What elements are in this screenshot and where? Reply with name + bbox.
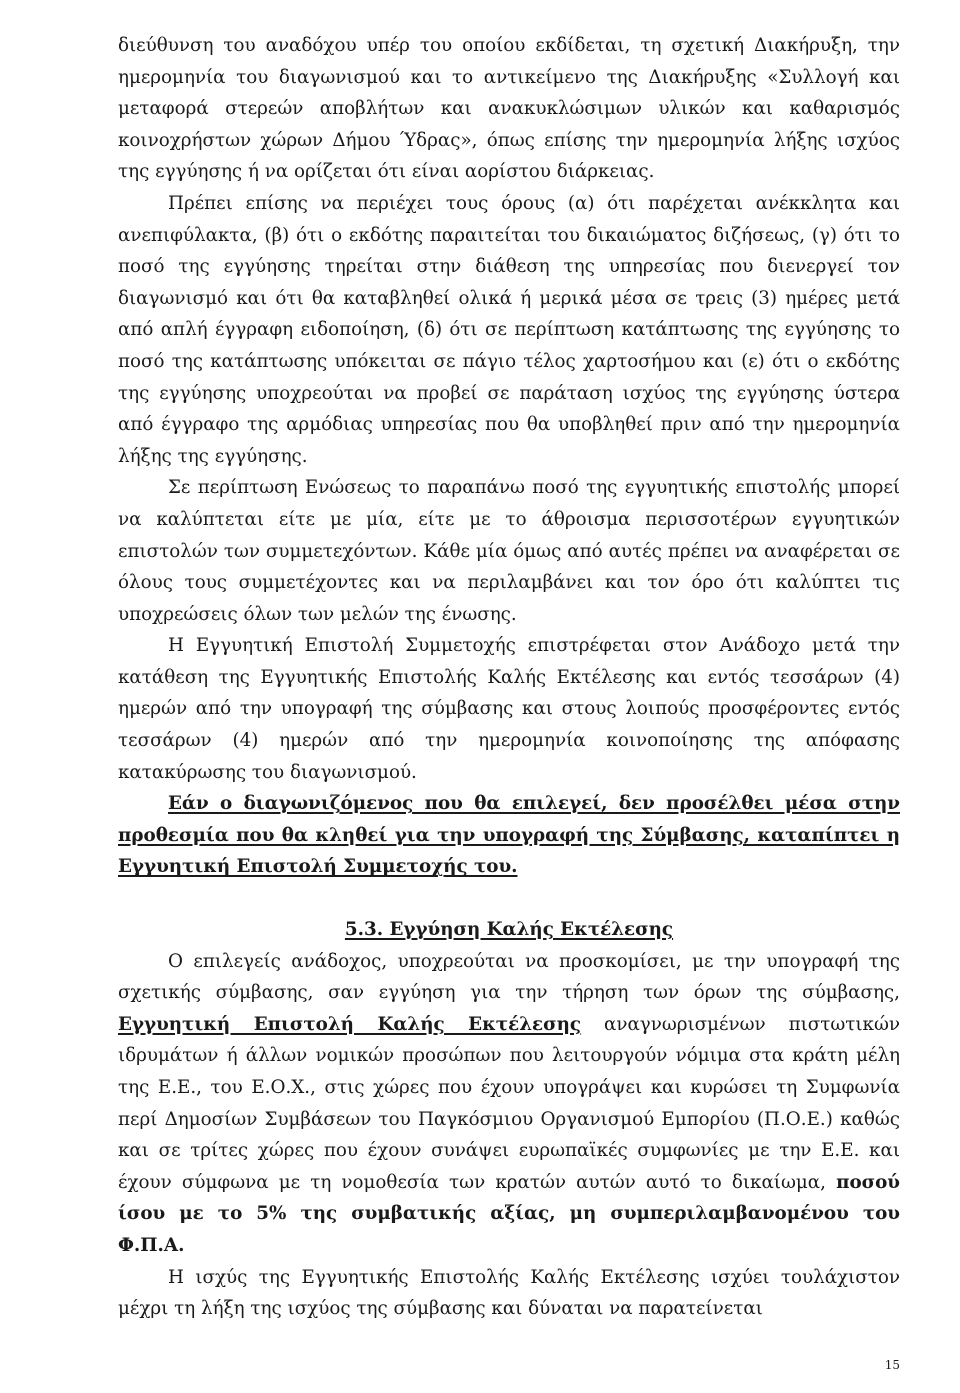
section-heading: 5.3. Εγγύηση Καλής Εκτέλεσης [344, 919, 674, 941]
performance-amount: ποσού ίσου με το 5% της συμβατικής αξίας, μη συμπεριλαμβανομένου του Φ.Π.Α. [118, 1171, 900, 1256]
performance-guarantee-term: Εγγυητική Επιστολή Καλής Εκτέλεσης [118, 1013, 582, 1035]
paragraph-forfeit-warning: Εάν ο διαγωνιζόμενος που θα επιλεγεί, δεν προσέλθει μέσα στην προθεσμία που θα κληθεί για την υπογραφή της Σύμβασης, καταπίπτει η Εγγυητική Επιστολή Συμμετοχής του. [118, 793, 900, 878]
paragraph-guarantee-details: διεύθυνση του αναδόχου υπέρ του οποίου εκδίδεται, τη σχετική Διακήρυξη, την ημερομηνία του διαγωνισμού και το αντικείμενο της Διακήρυξης «Συλλογή και μεταφορά στερεών αποβλήτων και ανακυκλώσιμων υλικών και καθαρισμός κοινοχρήστων χώρων Δήμου Ύδρας», όπως επίσης την ημερομηνία λήξης ισχύος της εγγύησης ή να ορίζεται ότι είναι αορίστου διάρκειας. [118, 35, 900, 183]
paragraph-union-guarantee: Σε περίπτωση Ενώσεως το παραπάνω ποσό της εγγυητικής επιστολής μπορεί να καλύπτεται είτε με μία, είτε με το άθροισμα περισσοτέρων εγγυητικών επιστολών των συμμετεχόντων. Κάθε μία όμως από αυτές πρέπει να αναφέρεται σε όλους τους συμμετέχοντες και να περιλαμβάνει και τον όρο ότι καλύπτει τις υποχρεώσεις όλων των μελών της ένωσης. [118, 477, 900, 625]
document-body [118, 30, 900, 1325]
paragraph-guarantee-terms: Πρέπει επίσης να περιέχει τους όρους (α) ότι παρέχεται ανέκκλητα και ανεπιφύλακτα, (β) ότι ο εκδότης παραιτείται του δικαιώματος διζήσεως, (γ) ότι το ποσό της εγγύησης τηρείται στην διάθεση της υπηρεσίας που διενεργεί τον διαγωνισμό και ότι θα καταβληθεί ολικά ή μερικά μέσα σε τρεις (3) ημέρες μετά από απλή έγγραφη ειδοποίηση, (δ) ότι σε περίπτωση κατάπτωσης της εγγύησης το ποσό της κατάπτωσης υπόκειται σε πάγιο τέλος χαρτοσήμου και (ε) ότι ο εκδότης της εγγύησης υποχρεούται να προβεί σε παράταση ισχύος της εγγύησης ύστερα από έγγραφο της αρμόδιας υπηρεσίας που θα υποβληθεί πριν από την ημερομηνία λήξης της εγγύησης. [118, 192, 900, 467]
page-number: 15 [884, 1358, 900, 1372]
paragraph-guarantee-return: Η Εγγυητική Επιστολή Συμμετοχής επιστρέφεται στον Ανάδοχο μετά την κατάθεση της Εγγυητικής Επιστολής Καλής Εκτέλεσης και εντός τεσσάρων (4) ημερών από την υπογραφή της σύμβασης και στους λοιπούς προσφέροντες εντός τεσσάρων (4) ημερών από την ημερομηνία κοινοποίησης της απόφασης κατακύρωσης του διαγωνισμού. [118, 635, 900, 783]
performance-text-body: αναγνωρισμένων πιστωτικών ιδρυμάτων ή άλλων νομικών προσώπων που λειτουργούν νόμιμα στα κράτη μέλη της Ε.Ε., του Ε.Ο.Χ., στις χώρες που έχουν υπογράψει και κυρώσει τη Συμφωνία περί Δημοσίων Συμβάσεων του Παγκόσμιου Οργανισμού Εμπορίου (Π.Ο.Ε.) καθώς και σε τρίτες χώρες που έχουν συνάψει ευρωπαϊκές συμφωνίες με την Ε.Ε. και έχουν σύμφωνα με τη νομοθεσία των κρατών αυτών αυτό το δικαίωμα, [118, 1013, 900, 1193]
performance-text-intro: Ο επιλεγείς ανάδοχος, υποχρεούται να προσκομίσει, με την υπογραφή της σχετικής σύμβασης, σαν εγγύηση για την τήρηση των όρων της σύμβασης, [118, 950, 900, 1004]
paragraph-performance-guarantee [118, 946, 900, 1262]
paragraph-validity: Η ισχύς της Εγγυητικής Επιστολής Καλής Εκτέλεσης ισχύει τουλάχιστον μέχρι τη λήξη της ισχύος της σύμβασης και δύναται να παρατείνεται [118, 1266, 900, 1320]
